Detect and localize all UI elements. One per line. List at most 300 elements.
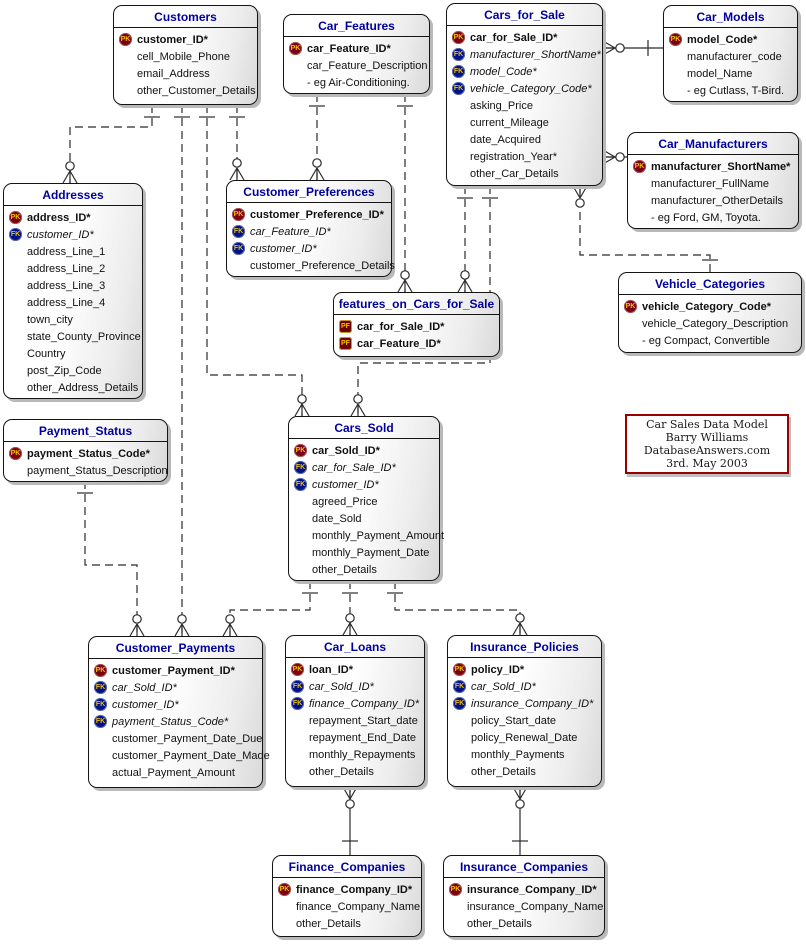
field-row — [450, 746, 599, 763]
fk-key-icon: FK — [291, 680, 304, 693]
entity-field-list — [286, 658, 424, 782]
badge-spacer — [119, 50, 132, 63]
pk-key-icon: PK — [94, 664, 107, 677]
badge-spacer — [452, 99, 465, 112]
entity-title: Customers — [114, 6, 257, 28]
field-text: manufacturer_ShortName* — [470, 48, 601, 61]
pk-key-icon: PK — [449, 883, 462, 896]
field-row — [449, 131, 600, 148]
field-row — [91, 662, 260, 679]
field-row — [450, 661, 599, 678]
field-row — [286, 57, 427, 74]
field-row — [621, 315, 799, 332]
field-row — [288, 729, 422, 746]
crow-foot-toe — [398, 280, 405, 292]
fk-key-icon: FK — [452, 48, 465, 61]
fk-key-icon: FK — [452, 82, 465, 95]
field-row — [288, 763, 422, 780]
crow-foot-toe — [350, 787, 357, 799]
field-row — [288, 678, 422, 695]
field-row — [275, 898, 419, 915]
badge-spacer — [452, 150, 465, 163]
badge-spacer — [94, 732, 107, 745]
badge-spacer — [633, 177, 646, 190]
pk-key-icon: PK — [633, 160, 646, 173]
field-row — [288, 695, 422, 712]
relationship-customers-customer_preferences — [229, 105, 245, 180]
field-row — [288, 712, 422, 729]
crow-foot-toe — [237, 168, 244, 180]
relationship-finance_companies-car_loans — [342, 787, 358, 855]
entity-field-list — [227, 203, 395, 276]
field-row — [6, 260, 140, 277]
field-row — [6, 379, 140, 396]
badge-spacer — [294, 546, 307, 559]
crow-foot-toe — [70, 171, 77, 183]
field-row — [91, 679, 260, 696]
fk-key-icon: FK — [94, 681, 107, 694]
diagram-website: DatabaseAnswers.com — [643, 444, 771, 457]
field-text: payment_Status_Code* — [27, 447, 150, 460]
relationship-cars_sold-insurance_policies — [387, 581, 527, 635]
badge-spacer — [9, 262, 22, 275]
field-row — [449, 165, 600, 182]
badge-spacer — [294, 495, 307, 508]
field-text: other_Details — [471, 765, 536, 778]
badge-spacer — [94, 749, 107, 762]
field-row — [229, 257, 395, 274]
badge-spacer — [9, 279, 22, 292]
badge-spacer — [119, 84, 132, 97]
badge-spacer — [9, 313, 22, 326]
field-text: car_Sold_ID* — [309, 680, 374, 693]
field-text: insurance_Company_ID* — [471, 697, 594, 710]
field-row — [630, 209, 796, 226]
pk-key-icon: PK — [452, 31, 465, 44]
field-text: - eg Cutlass, T-Bird. — [687, 84, 784, 97]
entity-car_features[interactable] — [283, 14, 430, 94]
field-text: customer_Preference_ID* — [250, 208, 384, 221]
badge-spacer — [453, 731, 466, 744]
crow-foot-toe — [130, 624, 137, 636]
entity-field-list — [114, 28, 257, 101]
field-text: post_Zip_Code — [27, 364, 102, 377]
field-row — [291, 459, 437, 476]
zero-cardinality-circle — [346, 800, 354, 808]
field-text: other_Details — [467, 917, 532, 930]
field-row — [291, 476, 437, 493]
badge-spacer — [453, 765, 466, 778]
field-row — [446, 915, 602, 932]
field-row — [6, 445, 165, 462]
field-text: finance_Company_Name — [296, 900, 421, 913]
zero-cardinality-circle — [133, 615, 141, 623]
fk-key-icon: FK — [453, 697, 466, 710]
field-row — [630, 192, 796, 209]
field-row — [291, 544, 437, 561]
badge-spacer — [624, 317, 637, 330]
field-text: car_Feature_ID* — [307, 42, 391, 55]
field-text: car_Feature_ID* — [357, 337, 441, 350]
field-text: agreed_Price — [312, 495, 378, 508]
badge-spacer — [633, 194, 646, 207]
crow-foot-toe — [520, 787, 527, 799]
field-text: monthly_Repayments — [309, 748, 416, 761]
field-row — [116, 65, 255, 82]
field-row — [91, 730, 263, 747]
crow-foot-toe — [405, 280, 412, 292]
field-row — [666, 65, 795, 82]
zero-cardinality-circle — [354, 395, 362, 403]
field-text: date_Sold — [312, 512, 362, 525]
badge-spacer — [232, 259, 245, 272]
field-text: finance_Company_ID* — [296, 883, 413, 896]
field-row — [449, 80, 600, 97]
entity-field-list — [447, 26, 602, 184]
badge-spacer — [669, 84, 682, 97]
badge-spacer — [294, 563, 307, 576]
crow-foot-toe — [230, 168, 237, 180]
entity-title: Insurance_Companies — [444, 856, 604, 878]
field-text: policy_ID* — [471, 663, 525, 676]
field-row — [6, 294, 140, 311]
field-row — [449, 63, 600, 80]
field-row — [116, 48, 255, 65]
entity-field-list — [284, 37, 429, 93]
field-text: car_for_Sale_ID* — [312, 461, 396, 474]
field-row — [336, 318, 497, 335]
crow-foot-toe — [513, 787, 520, 799]
badge-spacer — [633, 211, 646, 224]
entity-title: Car_Features — [284, 15, 429, 37]
field-text: customer_ID* — [250, 242, 317, 255]
fk-key-icon: FK — [94, 698, 107, 711]
field-row — [275, 915, 419, 932]
field-row — [621, 332, 799, 349]
field-row — [6, 462, 168, 479]
field-text: insurance_Company_ID* — [467, 883, 597, 896]
field-row — [116, 31, 255, 48]
badge-spacer — [291, 748, 304, 761]
pk-key-icon: PK — [232, 208, 245, 221]
zero-cardinality-circle — [516, 614, 524, 622]
badge-spacer — [449, 917, 462, 930]
zero-cardinality-circle — [461, 271, 469, 279]
entity-field-list — [289, 439, 445, 580]
field-text: repayment_End_Date — [309, 731, 417, 744]
entity-customer_preferences[interactable] — [226, 180, 395, 277]
field-text: email_Address — [137, 67, 210, 80]
badge-spacer — [9, 364, 22, 377]
field-text: payment_Status_Code* — [112, 715, 229, 728]
field-text: customer_ID* — [112, 698, 179, 711]
fk-key-icon: FK — [232, 225, 245, 238]
entity-field-list — [334, 315, 499, 354]
field-text: current_Mileage — [470, 116, 549, 129]
field-row — [275, 881, 419, 898]
field-text: manufacturer_OtherDetails — [651, 194, 784, 207]
field-text: loan_ID* — [309, 663, 354, 676]
entity-addresses[interactable] — [3, 183, 143, 399]
field-text: car_Sold_ID* — [312, 444, 380, 457]
entity-customer_payments[interactable] — [88, 636, 270, 788]
crow-foot-toe — [573, 186, 580, 198]
field-row — [446, 898, 602, 915]
diagram-date: 3rd. May 2003 — [666, 457, 748, 470]
badge-spacer — [294, 512, 307, 525]
field-text: other_Details — [309, 765, 374, 778]
field-text: vehicle_Category_Code* — [642, 300, 771, 313]
badge-spacer — [291, 765, 304, 778]
diagram-title-box — [625, 414, 789, 474]
entity-insurance_policies[interactable] — [447, 635, 602, 787]
entity-field-list — [89, 659, 270, 783]
pk-key-icon: PK — [119, 33, 132, 46]
field-row — [336, 335, 497, 352]
zero-cardinality-circle — [178, 615, 186, 623]
field-text: insurance_Company_Name — [467, 900, 604, 913]
crow-foot-toe — [175, 624, 182, 636]
badge-spacer — [9, 330, 22, 343]
field-row — [288, 746, 422, 763]
field-text: customer_ID* — [312, 478, 379, 491]
badge-spacer — [278, 917, 291, 930]
badge-spacer — [449, 900, 462, 913]
field-row — [6, 328, 140, 345]
field-text: model_Code* — [470, 65, 537, 78]
relationship-cars_sold-car_loans — [342, 581, 358, 635]
field-row — [6, 311, 140, 328]
field-text: asking_Price — [470, 99, 533, 112]
entity-field-list — [273, 878, 421, 934]
field-text: car_Sold_ID* — [112, 681, 177, 694]
relationship-cars_sold-customer_payments — [223, 581, 318, 636]
relationship-car_features-customer_preferences — [309, 94, 325, 180]
fk-key-icon: FK — [294, 478, 307, 491]
field-text: payment_Status_Description — [27, 464, 168, 477]
relationship-customers-addresses — [63, 105, 160, 183]
crow-foot-toe — [343, 623, 350, 635]
field-text: address_ID* — [27, 211, 91, 224]
entity-car_models[interactable] — [663, 5, 798, 102]
zero-cardinality-circle — [298, 395, 306, 403]
field-row — [6, 362, 140, 379]
entity-car_loans[interactable] — [285, 635, 425, 787]
entity-field-list — [4, 206, 142, 398]
field-row — [91, 764, 260, 781]
field-text: Country — [27, 347, 66, 360]
field-text: other_Customer_Details — [137, 84, 256, 97]
entity-title: Customer_Payments — [89, 637, 262, 659]
entity-title: Cars_for_Sale — [447, 4, 602, 26]
crow-foot-toe — [603, 48, 615, 55]
zero-cardinality-circle — [66, 162, 74, 170]
relationship-car_models-cars_for_sale — [603, 40, 663, 56]
entity-customers[interactable] — [113, 5, 258, 105]
field-row — [291, 527, 445, 544]
field-row — [450, 763, 599, 780]
zero-cardinality-circle — [616, 153, 624, 161]
badge-spacer — [289, 76, 302, 89]
badge-spacer — [669, 50, 682, 63]
field-text: car_Feature_Description — [307, 59, 428, 72]
field-text: - eg Compact, Convertible — [642, 334, 770, 347]
pk-key-icon: PK — [294, 444, 307, 457]
field-text: car_Sold_ID* — [471, 680, 536, 693]
field-row — [286, 40, 427, 57]
badge-spacer — [452, 133, 465, 146]
crow-foot-toe — [580, 186, 587, 198]
entity-title: Car_Models — [664, 6, 797, 28]
relationship-insurance_companies-insurance_policies — [512, 787, 528, 855]
field-text: model_Name — [687, 67, 753, 80]
field-row — [229, 206, 389, 223]
entity-title: Payment_Status — [4, 420, 167, 442]
field-text: customer_Payment_ID* — [112, 664, 235, 677]
crow-foot-toe — [513, 623, 520, 635]
relationship-payment_status-customer_payments — [77, 481, 144, 636]
field-text: other_Details — [296, 917, 361, 930]
field-row — [291, 493, 437, 510]
crow-foot-toe — [350, 623, 357, 635]
badge-spacer — [9, 347, 22, 360]
field-row — [6, 243, 140, 260]
field-row — [449, 97, 600, 114]
entity-features_on_cars_for_sale[interactable] — [333, 292, 500, 357]
field-text: model_Code* — [687, 33, 758, 46]
field-row — [450, 695, 599, 712]
entity-field-list — [619, 295, 801, 351]
field-text: address_Line_3 — [27, 279, 106, 292]
field-text: customer_Payment_Date_Made — [112, 749, 270, 762]
field-text: manufacturer_FullName — [651, 177, 769, 190]
crow-foot-toe — [317, 168, 324, 180]
field-text: - eg Ford, GM, Toyota. — [651, 211, 761, 224]
entity-finance_companies[interactable] — [272, 855, 422, 937]
entity-title: Car_Loans — [286, 636, 424, 658]
entity-cars_sold[interactable] — [288, 416, 445, 581]
field-row — [450, 712, 599, 729]
crow-foot-toe — [230, 624, 237, 636]
field-text: other_Address_Details — [27, 381, 139, 394]
field-row — [450, 729, 599, 746]
entity-title: Finance_Companies — [273, 856, 421, 878]
field-row — [449, 148, 600, 165]
field-text: monthly_Payment_Date — [312, 546, 430, 559]
entity-insurance_companies[interactable] — [443, 855, 605, 937]
field-row — [621, 298, 799, 315]
field-text: finance_Company_ID* — [309, 697, 420, 710]
pk-key-icon: PK — [291, 663, 304, 676]
zero-cardinality-circle — [401, 271, 409, 279]
fk-key-icon: FK — [294, 461, 307, 474]
field-row — [6, 226, 140, 243]
field-row — [91, 713, 260, 730]
field-row — [446, 881, 602, 898]
zero-cardinality-circle — [576, 199, 584, 207]
relationship-car_features-features_on_cars_for_sale — [397, 94, 413, 292]
entity-title: Cars_Sold — [289, 417, 439, 439]
badge-spacer — [94, 766, 107, 779]
crow-foot-toe — [465, 280, 472, 292]
entity-field-list — [628, 155, 798, 228]
field-row — [6, 345, 140, 362]
field-text: monthly_Payment_Amount — [312, 529, 445, 542]
crow-foot-toe — [603, 157, 615, 164]
field-row — [630, 158, 796, 175]
pk-key-icon: PK — [289, 42, 302, 55]
entity-title: Addresses — [4, 184, 142, 206]
field-text: cell_Mobile_Phone — [137, 50, 230, 63]
field-text: address_Line_1 — [27, 245, 106, 258]
pf-key-icon: PF — [339, 337, 352, 350]
field-row — [666, 48, 795, 65]
badge-spacer — [119, 67, 132, 80]
fk-key-icon: FK — [453, 680, 466, 693]
entity-title: features_on_Cars_for_Sale — [334, 293, 499, 315]
crow-foot-toe — [520, 623, 527, 635]
entity-cars_for_sale[interactable] — [446, 3, 603, 186]
diagram-title: Car Sales Data Model — [646, 418, 768, 431]
entity-title: Vehicle_Categories — [619, 273, 801, 295]
pf-key-icon: PF — [339, 320, 352, 333]
crow-foot-toe — [603, 41, 615, 48]
field-text: vehicle_Category_Description — [642, 317, 789, 330]
crow-foot-toe — [223, 624, 230, 636]
field-text: other_Car_Details — [470, 167, 559, 180]
badge-spacer — [294, 529, 307, 542]
relationship-cars_for_sale-features_on_cars_for_sale — [457, 186, 473, 292]
field-text: manufacturer_code — [687, 50, 782, 63]
field-row — [449, 114, 600, 131]
fk-key-icon: FK — [9, 228, 22, 241]
entity-field-list — [4, 442, 167, 481]
pk-key-icon: PK — [9, 211, 22, 224]
entity-field-list — [444, 878, 604, 934]
crow-foot-toe — [603, 150, 615, 157]
entity-vehicle_categories[interactable] — [618, 272, 802, 353]
entity-field-list — [664, 28, 797, 101]
field-text: monthly_Payments — [471, 748, 565, 761]
badge-spacer — [669, 67, 682, 80]
pk-key-icon: PK — [278, 883, 291, 896]
pk-key-icon: PK — [9, 447, 22, 460]
crow-foot-toe — [358, 404, 365, 416]
field-text: manufacturer_ShortName* — [651, 160, 791, 173]
field-row — [229, 240, 389, 257]
crow-foot-toe — [137, 624, 144, 636]
field-text: - eg Air-Conditioning. — [307, 76, 410, 89]
relationship-car_manufacturers-cars_for_sale — [603, 150, 627, 164]
crow-foot-toe — [302, 404, 309, 416]
crow-foot-toe — [343, 787, 350, 799]
entity-car_manufacturers[interactable] — [627, 132, 799, 229]
relationship-customers-customer_payments — [174, 105, 190, 636]
zero-cardinality-circle — [226, 615, 234, 623]
field-row — [449, 29, 600, 46]
zero-cardinality-circle — [516, 800, 524, 808]
crow-foot-toe — [310, 168, 317, 180]
field-row — [229, 223, 389, 240]
field-row — [6, 277, 140, 294]
entity-payment_status[interactable] — [3, 419, 168, 482]
field-row — [630, 175, 796, 192]
field-text: repayment_Start_date — [309, 714, 418, 727]
fk-key-icon: FK — [452, 65, 465, 78]
badge-spacer — [452, 167, 465, 180]
field-text: customer_Payment_Date_Due — [112, 732, 263, 745]
badge-spacer — [9, 464, 22, 477]
